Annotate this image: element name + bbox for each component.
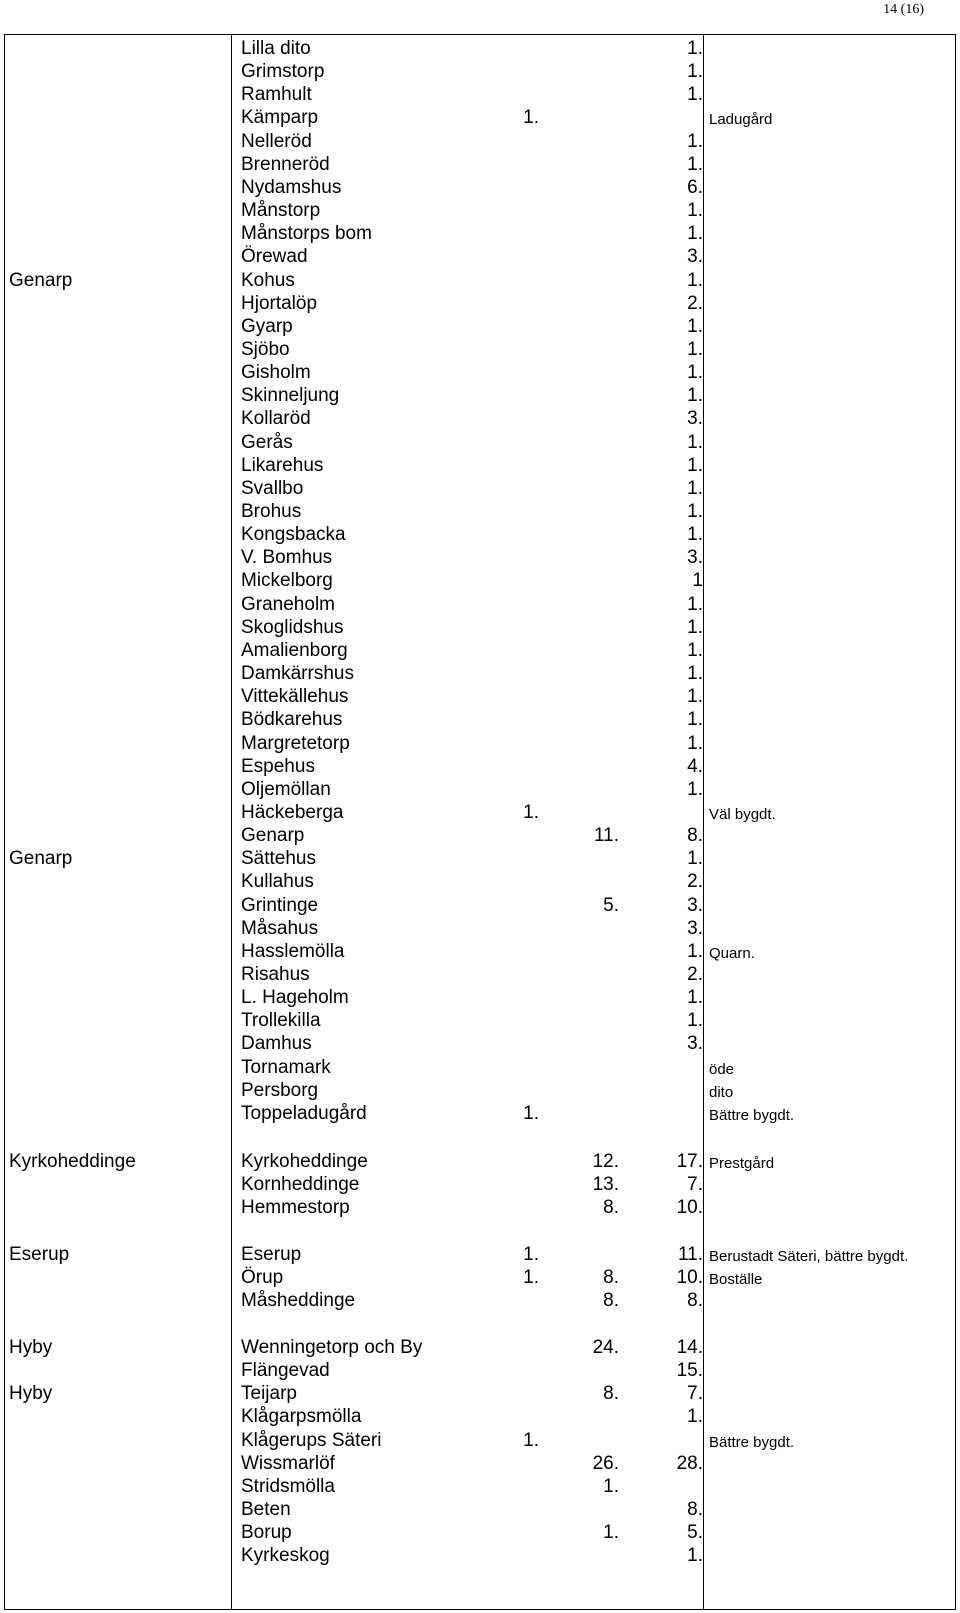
count-col-3: 1. bbox=[687, 200, 703, 222]
count-col-3: 1. bbox=[687, 38, 703, 59]
place-name: V. Bomhus bbox=[241, 547, 333, 569]
place-name: Måsheddinge bbox=[241, 1290, 356, 1312]
place-name: Tornamark bbox=[241, 1056, 331, 1078]
place-name: Hjortalöp bbox=[241, 292, 318, 314]
count-col-3: 3. bbox=[687, 917, 703, 939]
place-name: Teijarp bbox=[241, 1383, 297, 1405]
remark: dito bbox=[709, 1083, 734, 1101]
count-col-3: 2. bbox=[687, 964, 703, 985]
count-col-1: 1. bbox=[523, 1102, 539, 1124]
place-name: Genarp bbox=[241, 825, 305, 847]
place-name: Risahus bbox=[241, 964, 310, 985]
remark: Bättre bygdt. bbox=[709, 1106, 795, 1124]
parish-label: Hyby bbox=[9, 1337, 53, 1358]
place-name: Grimstorp bbox=[241, 61, 325, 83]
place-name: Trollekilla bbox=[241, 1010, 321, 1032]
place-name: Kämparp bbox=[241, 107, 319, 129]
count-col-2: 5. bbox=[603, 894, 619, 916]
count-col-3: 11. bbox=[677, 1244, 703, 1265]
count-col-3: 1. bbox=[687, 1406, 703, 1428]
place-name: Sättehus bbox=[241, 848, 316, 870]
count-col-3: 1. bbox=[687, 362, 703, 384]
place-name: Örup bbox=[241, 1267, 284, 1289]
count-col-3: 1. bbox=[687, 477, 703, 499]
count-col-3: 1. bbox=[687, 315, 703, 337]
remark: Boställe bbox=[709, 1271, 763, 1289]
place-name: Eserup bbox=[241, 1244, 302, 1265]
count-col-3: 1. bbox=[687, 709, 703, 731]
count-col-3: 1. bbox=[687, 686, 703, 708]
place-name: Vittekällehus bbox=[241, 686, 349, 708]
count-col-2: 1. bbox=[603, 1522, 619, 1544]
count-col-3: 1. bbox=[687, 732, 703, 754]
place-name: Espehus bbox=[241, 755, 315, 777]
count-col-3: 5. bbox=[687, 1522, 703, 1544]
place-name: Skoglidshus bbox=[241, 616, 344, 638]
place-name: Kullahus bbox=[241, 871, 314, 893]
count-col-3: 1. bbox=[687, 1545, 703, 1567]
place-name: Beten bbox=[241, 1499, 291, 1521]
count-col-3: 1. bbox=[687, 663, 703, 685]
page-number: 14 (16) bbox=[883, 2, 924, 17]
place-name: Klågarpsmölla bbox=[241, 1406, 362, 1428]
place-name: Grintinge bbox=[241, 894, 319, 916]
count-col-1: 1. bbox=[523, 1244, 539, 1265]
remark: Ladugård bbox=[709, 111, 773, 129]
place-name: Hasslemölla bbox=[241, 940, 345, 962]
column-divider bbox=[231, 35, 232, 1609]
place-name: Sjöbo bbox=[241, 338, 290, 360]
count-col-3: 1. bbox=[687, 153, 703, 175]
place-name: Kohus bbox=[241, 269, 295, 291]
parish-label: Hyby bbox=[9, 1383, 53, 1405]
count-col-3: 1. bbox=[687, 130, 703, 152]
count-col-2: 26. bbox=[592, 1452, 619, 1474]
remark: Bättre bygdt. bbox=[709, 1433, 795, 1451]
count-col-3: 1. bbox=[687, 501, 703, 522]
count-col-3: 1. bbox=[687, 987, 703, 1009]
place-name: Månstorp bbox=[241, 200, 321, 222]
place-name: Graneholm bbox=[241, 593, 335, 615]
place-name: Oljemöllan bbox=[241, 778, 331, 800]
count-col-3: 4. bbox=[687, 755, 703, 777]
count-col-3: 1. bbox=[687, 223, 703, 245]
place-name: Amalienborg bbox=[241, 639, 348, 661]
place-name: Gerås bbox=[241, 431, 293, 453]
count-col-3: 7. bbox=[687, 1383, 703, 1405]
count-col-3: 2. bbox=[687, 871, 703, 893]
place-name: Måsahus bbox=[241, 917, 319, 939]
count-col-3: 8. bbox=[687, 1290, 703, 1312]
place-name: Flängevad bbox=[241, 1360, 330, 1382]
place-name: Kyrkoheddinge bbox=[241, 1151, 368, 1172]
count-col-2: 11. bbox=[593, 825, 619, 847]
count-col-3: 1. bbox=[687, 454, 703, 476]
column-divider bbox=[703, 35, 704, 1609]
place-name: Margretetorp bbox=[241, 732, 350, 754]
count-col-3: 3. bbox=[687, 1033, 703, 1055]
count-col-3: 3. bbox=[687, 547, 703, 569]
count-col-3: 7. bbox=[687, 1174, 703, 1196]
place-name: Gyarp bbox=[241, 315, 293, 337]
count-col-3: 2. bbox=[687, 292, 703, 314]
parish-label: Genarp bbox=[9, 269, 73, 291]
place-name: Kollaröd bbox=[241, 408, 311, 430]
count-col-3: 1. bbox=[687, 1010, 703, 1032]
place-name: Stridsmölla bbox=[241, 1475, 335, 1497]
count-col-3: 1. bbox=[687, 61, 703, 83]
count-col-2: 24. bbox=[592, 1337, 619, 1358]
parish-label: Kyrkoheddinge bbox=[9, 1151, 136, 1172]
register-table bbox=[4, 34, 956, 1610]
count-col-3: 1. bbox=[687, 778, 703, 800]
place-name: Toppeladugård bbox=[241, 1102, 367, 1124]
count-col-3: 1. bbox=[687, 940, 703, 962]
place-name: Örewad bbox=[241, 246, 308, 268]
place-name: Likarehus bbox=[241, 454, 324, 476]
count-col-3: 1. bbox=[687, 385, 703, 407]
count-col-3: 1. bbox=[687, 616, 703, 638]
place-name: Kornheddinge bbox=[241, 1174, 360, 1196]
place-name: Hemmestorp bbox=[241, 1197, 350, 1219]
place-name: Ramhult bbox=[241, 84, 312, 106]
place-name: Häckeberga bbox=[241, 801, 344, 823]
place-name: Wissmarlöf bbox=[241, 1452, 335, 1474]
count-col-3: 1. bbox=[687, 84, 703, 106]
count-col-1: 1. bbox=[523, 107, 539, 129]
count-col-3: 3. bbox=[687, 246, 703, 268]
parish-label: Eserup bbox=[9, 1244, 70, 1265]
place-name: Brenneröd bbox=[241, 153, 330, 175]
count-col-2: 13. bbox=[592, 1174, 619, 1196]
place-name: L. Hageholm bbox=[241, 987, 349, 1009]
place-name: Nydamshus bbox=[241, 176, 342, 198]
count-col-1: 1. bbox=[523, 1429, 539, 1451]
place-name: Månstorps bom bbox=[241, 223, 372, 245]
count-col-2: 1. bbox=[603, 1475, 619, 1497]
count-col-3: 10. bbox=[676, 1267, 703, 1289]
count-col-3: 1 bbox=[692, 570, 703, 592]
count-col-3: 14. bbox=[676, 1337, 703, 1358]
count-col-3: 1. bbox=[687, 524, 703, 546]
count-col-3: 1. bbox=[687, 269, 703, 291]
count-col-3: 1. bbox=[687, 593, 703, 615]
count-col-3: 15. bbox=[676, 1360, 703, 1382]
count-col-3: 1. bbox=[687, 431, 703, 453]
place-name: Mickelborg bbox=[241, 570, 333, 592]
count-col-3: 6. bbox=[687, 176, 703, 198]
count-col-2: 8. bbox=[603, 1197, 619, 1219]
place-name: Skinneljung bbox=[241, 385, 340, 407]
count-col-2: 8. bbox=[603, 1290, 619, 1312]
place-name: Svallbo bbox=[241, 477, 304, 499]
place-name: Persborg bbox=[241, 1079, 319, 1101]
remark: öde bbox=[709, 1060, 735, 1078]
count-col-3: 1. bbox=[687, 848, 703, 870]
remark: Prestgård bbox=[709, 1155, 775, 1172]
count-col-3: 3. bbox=[687, 894, 703, 916]
place-name: Lilla dito bbox=[241, 38, 311, 59]
place-name: Gisholm bbox=[241, 362, 311, 384]
count-col-3: 28. bbox=[676, 1452, 703, 1474]
count-col-3: 8. bbox=[687, 1499, 703, 1521]
count-col-3: 8. bbox=[687, 825, 703, 847]
remark: Quarn. bbox=[709, 944, 755, 962]
parish-label: Genarp bbox=[9, 848, 73, 870]
count-col-2: 12. bbox=[592, 1151, 619, 1172]
place-name: Kongsbacka bbox=[241, 524, 346, 546]
count-col-3: 1. bbox=[687, 639, 703, 661]
place-name: Nelleröd bbox=[241, 130, 312, 152]
count-col-3: 17. bbox=[676, 1151, 703, 1172]
place-name: Kyrkeskog bbox=[241, 1545, 330, 1567]
place-name: Damhus bbox=[241, 1033, 312, 1055]
count-col-3: 1. bbox=[687, 338, 703, 360]
count-col-2: 8. bbox=[603, 1267, 619, 1289]
place-name: Borup bbox=[241, 1522, 292, 1544]
remark: Berustadt Säteri, bättre bygdt. bbox=[709, 1248, 909, 1265]
count-col-2: 8. bbox=[603, 1383, 619, 1405]
count-col-3: 10. bbox=[676, 1197, 703, 1219]
place-name: Klågerups Säteri bbox=[241, 1429, 382, 1451]
place-name: Wenningetorp och By bbox=[241, 1337, 423, 1358]
remark: Väl bygdt. bbox=[709, 805, 776, 823]
count-col-3: 3. bbox=[687, 408, 703, 430]
count-col-1: 1. bbox=[523, 1267, 539, 1289]
place-name: Brohus bbox=[241, 501, 302, 522]
count-col-1: 1. bbox=[523, 801, 539, 823]
place-name: Damkärrshus bbox=[241, 663, 354, 685]
place-name: Bödkarehus bbox=[241, 709, 343, 731]
